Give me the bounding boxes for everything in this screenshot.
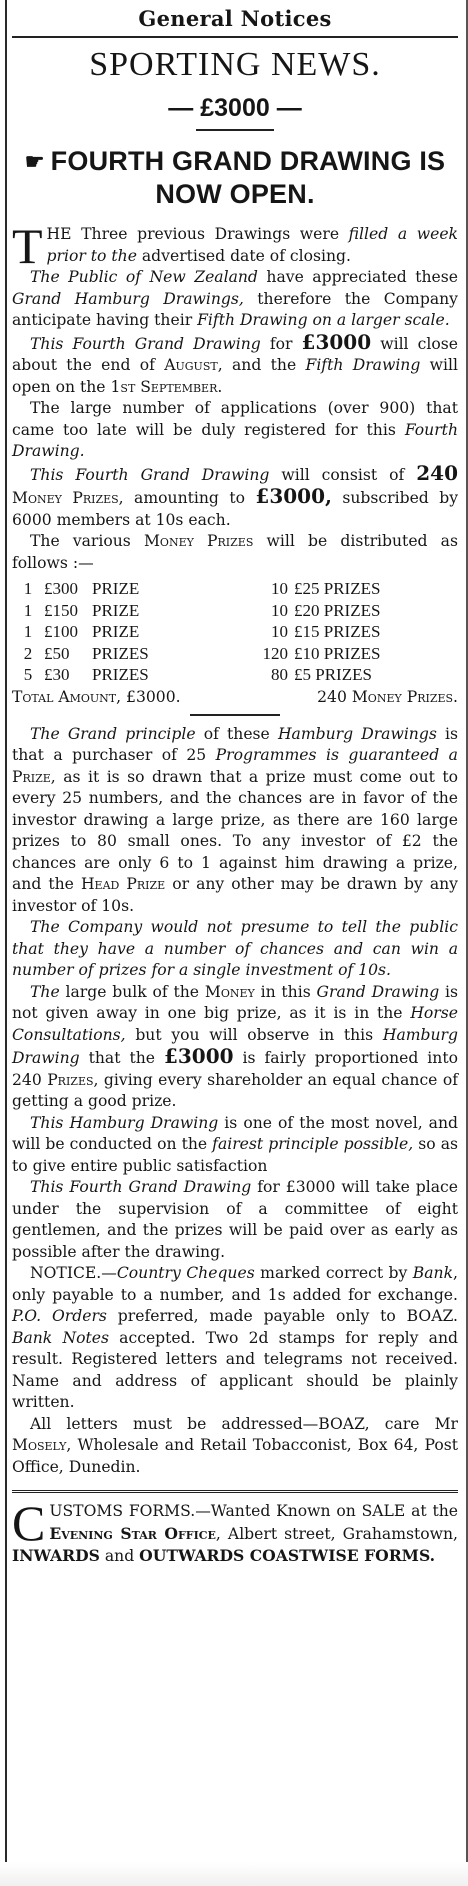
prize-label: £5 PRIZES — [294, 665, 372, 684]
text: The — [30, 982, 60, 1001]
prize-count: 1 — [23, 622, 33, 641]
column-border-left — [5, 0, 7, 1886]
text: Money Prizes — [143, 532, 254, 550]
paragraph-notice — [12, 1263, 458, 1414]
paragraph-company: The Company would not presume to tell the public that they have a number of chances and can win a number of prizes for a single investment of 10s. — [12, 918, 458, 979]
text: 1st September. — [110, 377, 223, 396]
paragraph-address — [12, 1414, 458, 1479]
text: filled a week prior to the — [46, 225, 458, 265]
section-header: General Notices — [138, 6, 332, 31]
text: large bulk of the — [59, 982, 205, 1001]
text: NOTICE.— — [30, 1264, 117, 1282]
prize-label: PRIZES — [92, 643, 149, 663]
notice-column — [12, 0, 458, 1568]
prize-amount: — £3000 — — [168, 94, 302, 122]
text: for £3000 will take place under the supervision of a committee of eight gentlemen, and the prizes will be paid over as early as possible after the drawing. — [12, 1178, 458, 1261]
prize-amount-cell: £30 — [44, 665, 70, 684]
table-row — [12, 600, 458, 622]
paragraph-consist — [12, 460, 458, 532]
text: Grand Hamburg Drawings, — [12, 289, 244, 308]
prize-label: £25 PRIZES — [294, 579, 381, 598]
paragraph-bulk — [12, 982, 458, 1113]
paragraph-novel — [12, 1113, 458, 1178]
text: OUTWARDS COASTWISE FORMS. — [139, 1546, 436, 1565]
text: will open on the — [12, 356, 458, 396]
text: HE Three previous Drawings were — [46, 225, 349, 243]
text: This Fourth Grand Drawing — [30, 1178, 252, 1196]
text: This Hamburg Drawing — [30, 1113, 219, 1132]
article-headline — [12, 145, 458, 210]
text: subscribed by 6000 members at 10s each. — [12, 489, 458, 529]
text: marked correct by — [254, 1264, 413, 1282]
drop-cap: T — [12, 218, 43, 274]
text: , as it is so drawn that a prize must come out to every 25 numbers, and the chances are in favor of the investor drawing a large prize, as there are 160 large prizes to 80 small ones. To any investor of £2 the chances are only 6 to 1 against him drawing a prize, and the — [12, 767, 458, 893]
text: in this — [254, 982, 317, 1001]
prize-count: 10 — [271, 622, 288, 641]
prize-count: 2 — [23, 643, 33, 663]
text: preferred, made payable only to BOAZ. — [106, 1307, 458, 1325]
prize-label: PRIZES — [92, 665, 149, 684]
text: £3000 — [163, 1044, 234, 1068]
text: that the — [79, 1049, 164, 1067]
text: Horse Consultations, — [12, 1004, 458, 1044]
prize-label: £20 PRIZES — [294, 600, 381, 620]
text: , Albert street, Grahamstown, — [215, 1524, 458, 1543]
text: accepted. Two 2d stamps for reply and result. Registered letters and telegrams not received. Name and address of applicant should be plainly written. — [12, 1328, 458, 1411]
prize-amount-cell: £150 — [44, 600, 78, 620]
text: The Grand principle — [30, 724, 196, 743]
prize-count: 10 — [271, 579, 288, 598]
text: Fifth Drawing — [305, 356, 421, 374]
text: P.O. Orders — [12, 1307, 107, 1325]
text: advertised date of closing. — [136, 246, 352, 265]
prize-amount-cell: £100 — [44, 622, 78, 641]
prize-label: PRIZE — [92, 579, 140, 598]
paragraph-principle — [12, 724, 458, 918]
table-row — [12, 621, 458, 643]
prize-label: PRIZE — [92, 622, 140, 641]
headline-line-1: FOURTH GRAND DRAWING IS — [50, 146, 446, 176]
text: Mosely — [12, 1436, 67, 1454]
text: , and the — [217, 356, 306, 374]
drop-cap: C — [12, 1495, 46, 1551]
text: £3000, — [255, 484, 332, 508]
prize-count: 80 — [271, 665, 288, 684]
header-rule — [12, 36, 458, 38]
prize-table — [12, 578, 458, 686]
text: is that a purchaser of 25 — [12, 724, 458, 764]
text: but you will observe in this — [125, 1025, 383, 1044]
text: of these — [195, 724, 278, 743]
text: fairest principle possible, — [212, 1135, 414, 1153]
text: USTOMS FORMS.—Wanted Known on SALE at the — [49, 1502, 458, 1520]
text: INWARDS — [12, 1546, 100, 1565]
prize-count: 5 — [23, 665, 33, 684]
section-divider — [190, 714, 280, 716]
text: Prizes — [47, 1070, 94, 1089]
paragraph-supervision — [12, 1177, 458, 1263]
text: Grand Drawing — [316, 982, 440, 1001]
text: and — [99, 1547, 140, 1565]
text: Head Prize — [80, 875, 166, 893]
text: Money Prizes — [12, 489, 119, 507]
prize-count: 1 — [23, 579, 33, 598]
table-row — [12, 643, 458, 665]
text: for — [260, 334, 302, 353]
prize-amount-cell: £50 — [44, 643, 70, 663]
text: is fairly proportioned into 240 — [12, 1049, 458, 1089]
text: is one of the most novel, and will be conducted on the — [12, 1113, 458, 1153]
table-row — [12, 664, 458, 686]
text: The large number of applications (over 900) that came too late will be duly registered for this — [12, 399, 458, 439]
text: therefore the Company anticipate having their — [12, 289, 458, 329]
text: , giving every shareholder an equal chance of getting a good prize. — [12, 1070, 458, 1110]
notice-separator — [12, 1490, 458, 1493]
pointing-hand-icon: ☛ — [24, 149, 45, 174]
prize-count: 1 — [23, 600, 33, 620]
prize-label: PRIZE — [92, 600, 140, 620]
text: Hamburg Drawings — [277, 724, 437, 743]
text: Money — [204, 982, 255, 1001]
text: All letters must be addressed—BOAZ, care Mr — [30, 1414, 458, 1433]
scan-edge — [0, 1862, 468, 1886]
paragraph-public — [12, 267, 458, 332]
amount-rule — [196, 129, 274, 131]
prize-label: £15 PRIZES — [294, 622, 381, 641]
table-row — [12, 578, 458, 600]
text: Bank — [412, 1264, 454, 1282]
text: Programmes is guaranteed a — [215, 746, 458, 764]
text: is not given away in one big prize, as it is in the — [12, 982, 459, 1022]
text: , only payable to a number, and 1s added for exchange. — [12, 1264, 458, 1304]
paragraph-distribution — [12, 531, 458, 574]
text: £3000 — [301, 329, 372, 354]
text: or any other may be drawn by any investor of 10s. — [12, 875, 458, 915]
text: This Fourth Grand Drawing — [30, 465, 270, 484]
text: will consist of — [269, 465, 417, 484]
text: The various — [30, 532, 144, 550]
prize-count: 120 — [262, 643, 288, 663]
article-title: SPORTING NEWS. — [89, 46, 381, 83]
text: 240 — [416, 460, 458, 485]
paragraph-closing-date — [12, 329, 458, 399]
total-amount: Total Amount, £3000. — [12, 687, 181, 706]
text: This Fourth Grand Drawing — [30, 334, 261, 353]
prize-label: £10 PRIZES — [294, 643, 381, 663]
paragraph-intro — [12, 218, 458, 274]
prize-amount-cell: £300 — [44, 579, 78, 598]
text: , Wholesale and Retail Tobacconist, Box 64, Post Office, Dunedin. — [12, 1436, 458, 1476]
text: The Public of New Zealand — [30, 268, 258, 286]
text: Prize — [12, 767, 51, 786]
text: Evening Star Office — [49, 1523, 216, 1543]
text: so as to give entire public satisfaction — [12, 1135, 459, 1175]
text: will close about the end of — [12, 334, 458, 374]
total-prizes: 240 Money Prizes. — [317, 687, 458, 706]
prize-total — [12, 686, 458, 708]
text: Bank Notes — [12, 1328, 109, 1347]
text: Country Cheques — [116, 1264, 255, 1282]
customs-forms-notice — [12, 1495, 458, 1568]
text: have appreciated these — [257, 268, 458, 286]
text: , amounting to — [118, 489, 256, 507]
text: Fifth Drawing on a larger scale. — [197, 311, 450, 329]
text: August — [164, 356, 218, 374]
text: will be distributed as follows :— — [12, 532, 458, 572]
text: Hamburg Drawing — [12, 1025, 458, 1067]
paragraph-applications — [12, 398, 458, 463]
prize-count: 10 — [271, 600, 288, 620]
headline-line-2: NOW OPEN. — [155, 179, 315, 209]
text: Fourth Drawing. — [12, 420, 458, 460]
